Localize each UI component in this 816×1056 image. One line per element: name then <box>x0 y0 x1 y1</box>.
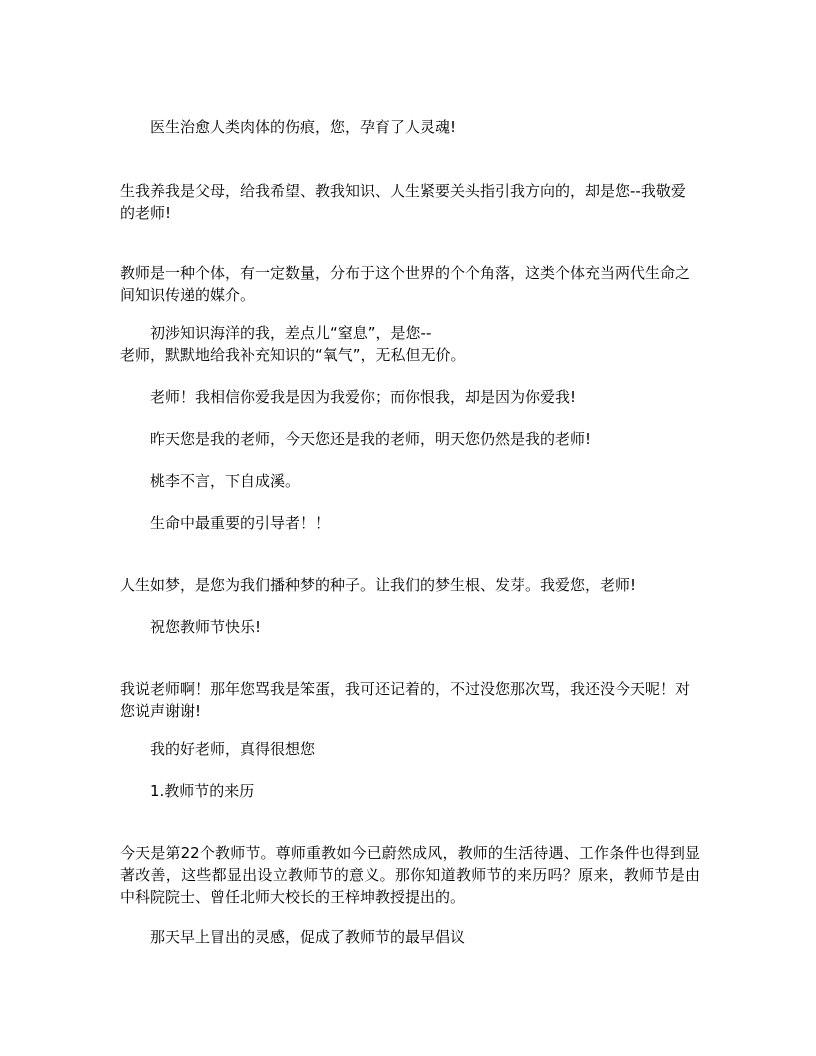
paragraph-11: 祝您教师节快乐! <box>150 618 262 636</box>
paragraph-3: 教师是一种个体，有一定数量，分布于这个世界的个个角落，这类个体充当两代生命之间知识传递的媒介。 <box>120 264 691 304</box>
paragraph-5: 老师，默默地给我补充知识的“氧气”，无私但无价。 <box>120 346 466 364</box>
paragraph-9: 生命中最重要的引导者！！ <box>150 514 331 532</box>
paragraph-4: 初涉知识海洋的我，差点儿“窒息”，是您-- <box>150 324 432 342</box>
paragraph-8: 桃李不言，下自成溪。 <box>150 472 301 490</box>
paragraph-13: 我的好老师，真得很想您 <box>150 740 316 758</box>
paragraph-16: 那天早上冒出的灵感，促成了教师节的最早倡议 <box>150 928 466 946</box>
paragraph-2: 生我养我是父母，给我希望、教我知识、人生紧要关头指引我方向的，却是您--我敬爱的老师! <box>120 182 686 222</box>
paragraph-1: 医生治愈人类肉体的伤痕，您，孕育了人灵魂! <box>150 118 457 136</box>
paragraph-14: 1.教师节的来历 <box>150 782 255 800</box>
paragraph-10: 人生如梦，是您为我们播种梦的种子。让我们的梦生根、发芽。我爱您，老师! <box>120 576 637 594</box>
paragraph-12: 我说老师啊！那年您骂我是笨蛋，我可还记着的，不过没您那次骂，我还没今天呢！对您说声谢谢! <box>120 680 691 720</box>
paragraph-15: 今天是第22个教师节。尊师重教如今已蔚然成风，教师的生活待遇、工作条件也得到显著改善，这些都显出设立教师节的意义。那你知道教师节的来历吗？原来，教师节是由中科院院士、曾任北师大校长的王梓坤教授提出的。 <box>120 844 700 906</box>
paragraph-6: 老师！我相信你爱我是因为我爱你；而你恨我，却是因为你爱我! <box>150 388 577 406</box>
paragraph-7: 昨天您是我的老师，今天您还是我的老师，明天您仍然是我的老师! <box>150 430 592 448</box>
